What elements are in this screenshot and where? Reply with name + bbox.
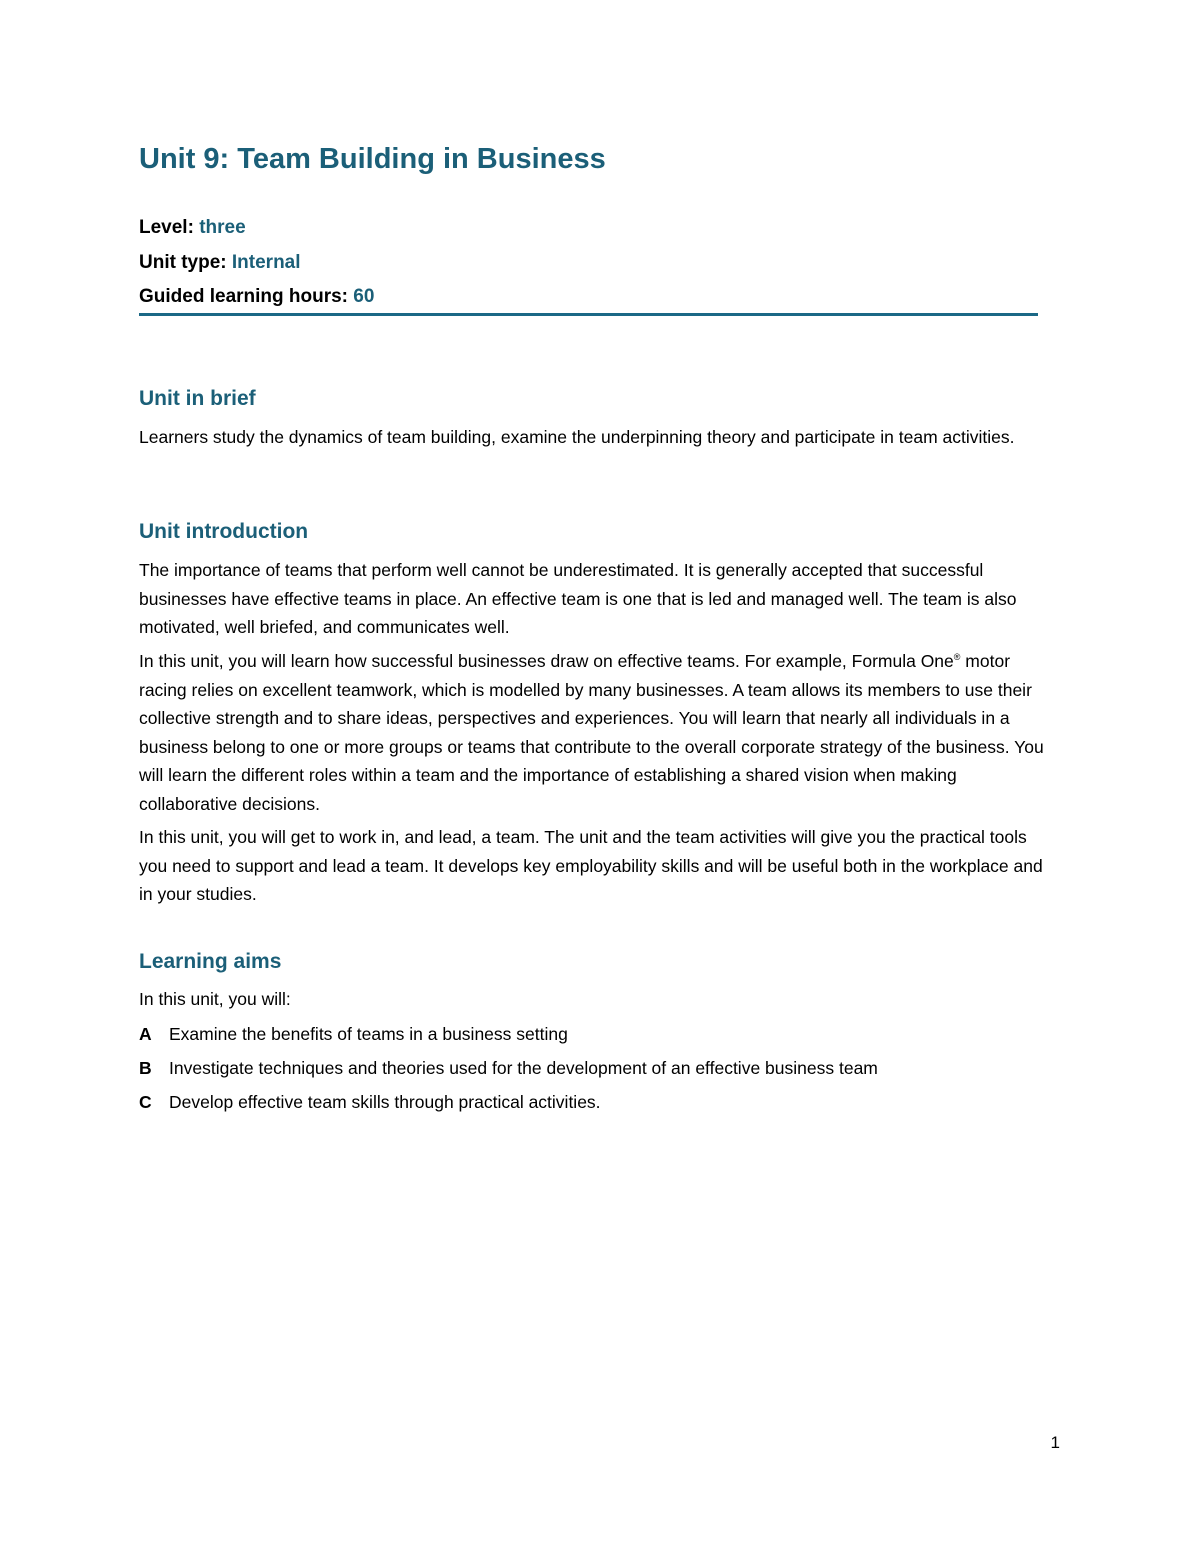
learning-aim-item xyxy=(139,1054,878,1088)
unit-type-value: Internal xyxy=(231,252,301,273)
introduction-paragraph-2-end: motor racing relies on excellent teamwork, which is modelled by many businesses. A team allows its members to use their collective strength and to share ideas, perspectives and experiences. You will learn that nearly all individuals in a business belong to one or more groups or teams that contribute to the overall corporate strategy of the business. You will learn the different roles within a team and the importance of establishing a shared vision when making collaborative decisions. xyxy=(139,651,1044,814)
unit-in-brief-heading: Unit in brief xyxy=(139,387,256,410)
unit-type-label: Unit type: xyxy=(139,252,227,273)
learning-aims-heading: Learning aims xyxy=(139,950,282,973)
introduction-paragraph-3: In this unit, you will get to work in, and lead, a team. The unit and the team activities will give you the practical tools you need to support and lead a team. It develops key employability skills and will be useful both in the workplace and in your studies. xyxy=(139,827,1043,904)
aim-text: Examine the benefits of teams in a business setting xyxy=(169,1024,568,1044)
introduction-paragraph-2 xyxy=(139,647,1054,818)
unit-type-row xyxy=(139,252,301,274)
aim-letter: C xyxy=(139,1092,152,1112)
guided-learning-hours-value: 60 xyxy=(353,286,375,307)
header-divider xyxy=(139,313,1038,316)
level-value: three xyxy=(199,217,246,238)
aim-letter: B xyxy=(139,1058,152,1078)
unit-introduction-heading: Unit introduction xyxy=(139,520,309,543)
learning-aims-intro: In this unit, you will: xyxy=(139,989,291,1009)
aim-text: Investigate techniques and theories used for the development of an effective business team xyxy=(169,1058,878,1078)
introduction-paragraph-1: The importance of teams that perform well cannot be underestimated. It is generally accepted that successful businesses have effective teams in place. An effective team is one that is led and managed well. The team is also motivated, well briefed, and communicates well. xyxy=(139,560,1017,637)
aim-letter: A xyxy=(139,1024,152,1044)
guided-learning-hours-row xyxy=(139,286,374,308)
learning-aim-item xyxy=(139,1088,878,1122)
registered-trademark-mark: ® xyxy=(953,652,961,663)
unit-title: Unit 9: Team Building in Business xyxy=(139,143,606,175)
guided-learning-hours-label: Guided learning hours: xyxy=(139,286,349,307)
level-row xyxy=(139,217,246,239)
unit-in-brief-text: Learners study the dynamics of team building, examine the underpinning theory and participate in team activities. xyxy=(139,427,1015,447)
introduction-paragraph-2-start: In this unit, you will learn how successful businesses draw on effective teams. For example, Formula One xyxy=(139,651,954,671)
page-number: 1 xyxy=(1050,1433,1060,1452)
aim-text: Develop effective team skills through practical activities. xyxy=(169,1092,601,1112)
learning-aim-item xyxy=(139,1020,878,1054)
level-label: Level: xyxy=(139,217,194,238)
learning-aims-list xyxy=(139,1020,878,1122)
